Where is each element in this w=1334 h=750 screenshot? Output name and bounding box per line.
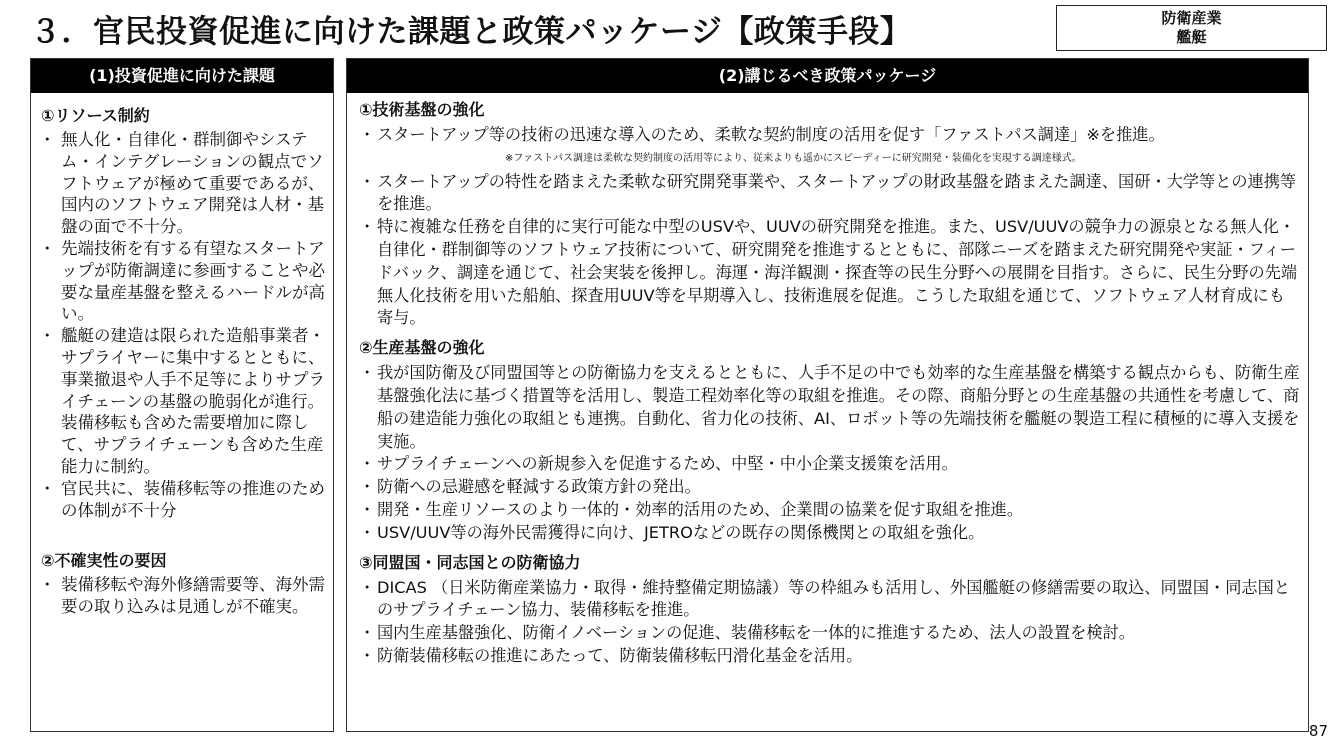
section-title: ②生産基盤の強化 bbox=[359, 338, 485, 358]
section-title: ③同盟国・同志国との防衛協力 bbox=[359, 552, 581, 572]
footnote-text: ※ファストパス調達は柔軟な契約制度の活用等により、従来よりも遥かにスピーディーに研究開発・装備化を実現する調達様式。 bbox=[505, 152, 1082, 164]
bullet-item: ・ 我が国防衛及び同盟国等との防衛協力を支えるとともに、人手不足の中でも効率的な生産基盤を構築する観点からも、防衛生産基盤強化法に基づく措置等を活用し、製造工程効率化等の取組を推進。その際、商船分野との生産基盤の共通性を考慮して、商船の建造能力強化の取組とも連携。自動化、省力化の技術、AI、ロボット等の先端技術を艦艇の製造工程に積極的に導入支援を実施。 bbox=[359, 362, 1300, 453]
bullet-item: ・ DICAS （日米防衛産業協力・取得・維持整備定期協議）等の枠組みも活用し、外国艦艇の修繕需要の取込、同盟国・同志国とのサプライチェーン協力、装備移転を推進。 bbox=[359, 577, 1300, 623]
page-number: 87 bbox=[1308, 722, 1328, 740]
category-tag-line2: 艦艇 bbox=[1176, 28, 1207, 46]
bullet-item: ・ 艦艇の建造は限られた造船事業者・サプライヤーに集中するとともに、事業撤退や人手不足等によりサプライチェーンの基盤の脆弱化が進行。装備移転も含めた需要増加に際して、サプライチェーンも含めた生産能力に制約。 bbox=[39, 325, 329, 478]
challenges-header: (1)投資促進に向けた課題 bbox=[31, 59, 333, 93]
section-spacer bbox=[35, 521, 329, 538]
category-tag bbox=[1056, 5, 1327, 51]
bullet-item: ・ 国内生産基盤強化、防衛イノベーションの促進、装備移転を一体的に推進するため、法人の設置を検討。 bbox=[359, 622, 1300, 645]
bullet-item: ・ 先端技術を有する有望なスタートアップが防衛調達に参画することや必要な量産基盤を整えるハードルが高い。 bbox=[39, 238, 329, 325]
policy-package-panel bbox=[346, 58, 1309, 732]
bullet-item: ・ サプライチェーンへの新規参入を促進するため、中堅・中小企業支援策を活用。 bbox=[359, 453, 1300, 476]
policy-package-body bbox=[347, 99, 1308, 668]
section-title: ②不確実性の要因 bbox=[41, 551, 167, 571]
policy-package-header: (2)講じるべき政策パッケージ bbox=[347, 59, 1308, 93]
bullet-item: ・ 無人化・自律化・群制御やシステム・インテグレーションの観点でソフトウェアが極めて重要であるが、国内のソフトウェア開発は人材・基盤の面で不十分。 bbox=[39, 129, 329, 238]
bullet-item: ・ 装備移転や海外修繕需要等、海外需要の取り込みは見通しが不確実。 bbox=[39, 574, 329, 618]
bullet-list bbox=[35, 574, 329, 618]
bullet-list bbox=[359, 362, 1300, 544]
bullet-item: ・ スタートアップの特性を踏まえた柔軟な研究開発事業や、スタートアップの財政基盤を踏まえた調達、国研・大学等との連携等を推進。 bbox=[359, 171, 1300, 217]
bullet-list bbox=[359, 124, 1300, 330]
section-title: ①技術基盤の強化 bbox=[359, 100, 485, 119]
bullet-item: ・ 開発・生産リソースのより一体的・効率的活用のため、企業間の協業を促す取組を推進。 bbox=[359, 499, 1300, 522]
bullet-item: ・ 防衛への忌避感を軽減する政策方針の発出。 bbox=[359, 476, 1300, 499]
bullet-list bbox=[359, 577, 1300, 668]
bullet-item: ・ 官民共に、装備移転等の推進のための体制が不十分 bbox=[39, 478, 329, 522]
bullet-item: ・ USV/UUV等の海外民需獲得に向け、JETROなどの既存の関係機関との取組を強化。 bbox=[359, 522, 1300, 545]
section-title: ①リソース制約 bbox=[41, 106, 150, 125]
challenges-panel bbox=[30, 58, 334, 732]
bullet-list bbox=[35, 129, 329, 521]
page-title: ３．官民投資促進に向けた課題と政策パッケージ【政策手段】 bbox=[30, 14, 912, 50]
bullet-item: ・ 特に複雑な任務を自律的に実行可能な中型のUSVや、UUVの研究開発を推進。また、USV/UUVの競争力の源泉となる無人化・自律化・群制御等のソフトウェア技術について、研究開発を推進するとともに、部隊ニーズを踏まえた研究開発や実証・フィードバック、調達を通じて、社会実装を後押し。海運・海洋観測・探査等の民生分野への展開を目指す。さらに、民生分野の先端無人化技術を用いた船舶、探査用UUV等を早期導入し、技術進展を促進。こうした取組を通じて、ソフトウェア人材育成にも寄与。 bbox=[359, 216, 1300, 330]
bullet-item bbox=[359, 124, 1300, 171]
challenges-body bbox=[31, 105, 333, 618]
bullet-text: スタートアップ等の技術の迅速な導入のため、柔軟な契約制度の活用を促す「ファストパス調達」※を推進。 bbox=[377, 125, 1165, 144]
bullet-item: ・ 防衛装備移転の推進にあたって、防衛装備移転円滑化基金を活用。 bbox=[359, 645, 1300, 668]
category-tag-line1: 防衛産業 bbox=[1161, 9, 1222, 27]
